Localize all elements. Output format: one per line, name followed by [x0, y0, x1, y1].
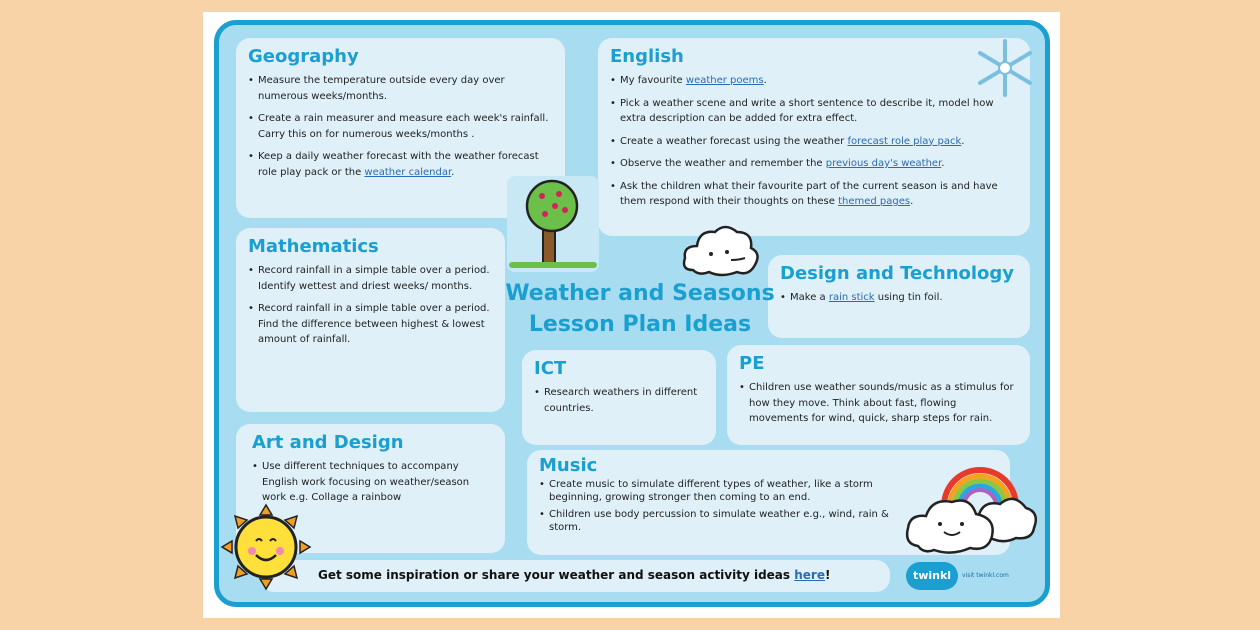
title-line-1: Weather and Seasons: [505, 281, 775, 306]
title-line-2: Lesson Plan Ideas: [528, 312, 752, 337]
resource-link[interactable]: previous day's weather: [825, 158, 942, 169]
art-list: [252, 459, 493, 506]
item-text: Research weathers in different countries.: [544, 387, 698, 414]
twinkl-logo[interactable]: [906, 562, 1016, 590]
item-text: Make a: [790, 292, 829, 303]
resource-link[interactable]: forecast role play pack: [847, 135, 962, 147]
list-item: [610, 96, 1018, 127]
footer-here-link[interactable]: here: [794, 568, 825, 582]
list-item: [610, 73, 1018, 89]
list-item: [739, 380, 1018, 427]
item-text-after: .: [910, 196, 914, 207]
list-item: [252, 459, 493, 506]
logo-brand: twinkl: [906, 562, 958, 590]
item-text: Measure the temperature outside every day over numerous weeks/months.: [258, 75, 505, 102]
item-text-after: .: [941, 158, 945, 169]
mathematics-panel: [236, 228, 505, 412]
english-panel: [598, 38, 1030, 236]
list-item: [248, 263, 493, 294]
geography-heading: Geography: [248, 46, 359, 67]
pe-heading: PE: [739, 353, 765, 374]
list-item: [539, 478, 894, 504]
list-item: [610, 179, 1018, 210]
item-text: My favourite: [620, 75, 686, 86]
ict-list: [534, 385, 704, 416]
list-item: [248, 73, 553, 104]
item-text-after: using tin foil.: [874, 292, 943, 303]
english-heading: English: [610, 46, 684, 67]
item-text: Observe the weather and remember the: [620, 158, 826, 169]
art-heading: Art and Design: [252, 432, 404, 453]
pe-list: [739, 380, 1018, 427]
ict-heading: ICT: [534, 358, 567, 379]
tree-icon: [507, 176, 599, 272]
item-text-after: .: [763, 75, 767, 86]
page-title: [505, 278, 775, 340]
rainbow-cloud-icon: [904, 456, 1040, 556]
pe-panel: [727, 345, 1030, 445]
list-item: [539, 508, 894, 534]
list-item: [248, 111, 553, 142]
item-text: Record rainfall in a simple table over a period. Identify wettest and driest weeks/ months.: [258, 265, 490, 292]
item-text: Create a weather forecast using the weather: [620, 135, 848, 147]
item-text: Record rainfall in a simple table over a period. Find the difference between highest & lowest amount of rainfall.: [258, 303, 490, 345]
music-heading: Music: [539, 455, 598, 476]
sun-icon: [220, 503, 312, 591]
ict-panel: [522, 350, 716, 445]
geography-list: [248, 73, 553, 180]
list-item: [248, 301, 493, 348]
item-text: Pick a weather scene and write a short sentence to describe it, model how extra description can be added for extra effect.: [620, 97, 994, 124]
windy-cloud-icon: [681, 222, 765, 280]
list-item: [610, 156, 1018, 172]
dt-heading: Design and Technology: [780, 263, 1015, 284]
resource-link[interactable]: themed pages: [838, 196, 911, 207]
list-item: [780, 290, 1018, 306]
item-text: Children use weather sounds/music as a stimulus for how they move. Think about fast, flowing movements for wind, quick, sharp steps for rain.: [749, 382, 1014, 424]
item-text: Keep a daily weather forecast with the weather forecast role play pack or the: [258, 151, 539, 178]
footer-text: Get some inspiration or share your weather and season activity ideas: [318, 568, 795, 582]
list-item: [534, 385, 704, 416]
item-text-after: .: [961, 135, 965, 147]
mathematics-heading: Mathematics: [248, 236, 379, 257]
item-text: Children use body percussion to simulate weather e.g., wind, rain & storm.: [549, 509, 889, 533]
dt-list: [780, 290, 1018, 306]
list-item: [610, 134, 1018, 150]
english-list: [610, 73, 1018, 210]
resource-link[interactable]: weather calendar: [364, 166, 452, 178]
item-text: Ask the children what their favourite part of the current season is and have them respond with their thoughts on these: [620, 180, 998, 207]
footer-after: !: [824, 568, 831, 582]
resource-link[interactable]: rain stick: [828, 292, 875, 303]
footer-bar: [260, 560, 890, 592]
logo-url: visit twinkl.com: [962, 572, 1009, 579]
design-technology-panel: [768, 255, 1030, 338]
item-text: Use different techniques to accompany English work focusing on weather/season work e.g. Collage a rainbow: [262, 461, 470, 503]
item-text: Create a rain measurer and measure each week's rainfall. Carry this on for numerous weeks/months .: [258, 113, 549, 140]
resource-link[interactable]: weather poems: [685, 75, 764, 86]
item-text: Create music to simulate different types of weather, like a storm beginning, growing stronger then coming to an end.: [549, 479, 873, 503]
music-list: [539, 478, 894, 534]
mathematics-list: [248, 263, 493, 348]
item-text-after: .: [451, 166, 455, 178]
snowflake-icon: [970, 37, 1040, 99]
